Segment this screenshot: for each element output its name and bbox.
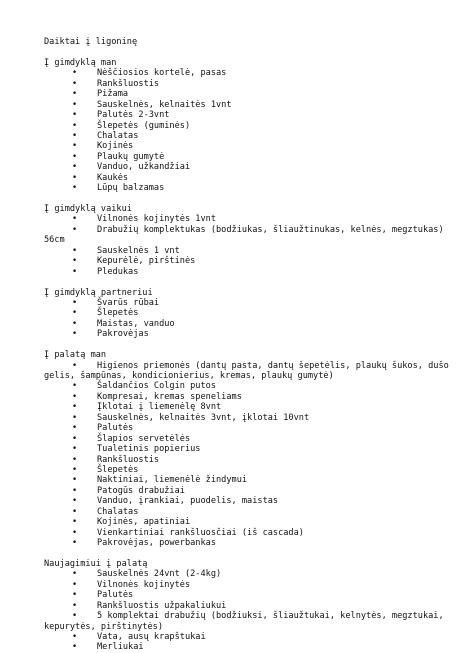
- section-heading: Naujagimiui į palatą: [44, 558, 148, 569]
- list-item: [0, 434, 474, 444]
- bullet-icon: •: [72, 485, 78, 496]
- bullet-icon: •: [72, 496, 78, 507]
- bullet-icon: •: [72, 78, 78, 89]
- list-item-text: Įklotai į liemenėlę 8vnt: [97, 402, 222, 413]
- blank-line: [0, 340, 474, 350]
- list-item: [0, 89, 474, 99]
- list-item-text: Šaldančios Colgin putos: [97, 381, 216, 392]
- list-item-text: Naktiniai, liemenėlė žindymui: [97, 475, 248, 486]
- bullet-icon: •: [72, 433, 78, 444]
- list-item: [0, 225, 474, 235]
- bullet-icon: •: [72, 402, 78, 413]
- list-item: [0, 256, 474, 266]
- bullet-icon: •: [72, 444, 78, 455]
- list-item: [0, 486, 474, 496]
- list-item-continuation: gelis, šampūnas, kondicionierius, kremas, plaukų gumytė): [44, 371, 334, 381]
- list-item-text: Pakrovėjas, powerbankas: [97, 538, 216, 548]
- bullet-icon: •: [72, 423, 78, 434]
- list-item-continuation: kepurytės, pirštinytės): [44, 621, 163, 632]
- list-item: [0, 475, 474, 485]
- bullet-icon: •: [72, 318, 78, 329]
- list-item-text: Pižama: [97, 89, 129, 100]
- list-item-text: Rankšluostis: [97, 78, 160, 89]
- list-item: [0, 413, 474, 423]
- bullet-icon: •: [72, 224, 78, 235]
- list-item: [0, 329, 474, 339]
- list-item: [0, 152, 474, 162]
- list-item-continuation: 56cm: [44, 235, 65, 246]
- list-item: [0, 402, 474, 412]
- list-item: [0, 173, 474, 183]
- bullet-icon: •: [72, 475, 78, 486]
- list-item: [0, 381, 474, 391]
- bullet-icon: •: [72, 360, 78, 371]
- list-item: [0, 298, 474, 308]
- list-item-text: Pledukas: [97, 266, 139, 277]
- list-item-text: Palutės 2-3vnt: [97, 110, 170, 121]
- bullet-icon: •: [72, 527, 78, 538]
- list-item: [0, 246, 474, 256]
- list-item: [0, 423, 474, 433]
- list-item-text: Vilnonės kojinytės 1vnt: [97, 214, 216, 225]
- list-item: [0, 162, 474, 172]
- list-item-text: Palutės: [97, 423, 134, 434]
- bullet-icon: •: [72, 329, 78, 340]
- bullet-icon: •: [72, 183, 78, 194]
- list-item: [0, 455, 474, 465]
- list-item-text: Plaukų gumytė: [97, 151, 165, 162]
- bullet-icon: •: [72, 130, 78, 141]
- list-item: [0, 601, 474, 611]
- list-item-text: Švarūs rūbai: [97, 297, 160, 308]
- list-item: [0, 392, 474, 402]
- list-item-text: Vanduo, įrankiai, puodelis, maistas: [97, 496, 279, 507]
- list-item-text: Šlepetės: [97, 308, 139, 319]
- list-item-text: Kepurėlė, pirštinės: [97, 256, 196, 267]
- bullet-icon: •: [72, 89, 78, 100]
- bullet-icon: •: [72, 68, 78, 79]
- list-item-text: Patogūs drabužiai: [97, 485, 185, 496]
- bullet-icon: •: [72, 245, 78, 256]
- bullet-icon: •: [72, 579, 78, 590]
- list-item: [0, 642, 474, 652]
- list-item-text: Rankšluostis užpakaliukui: [97, 600, 227, 611]
- bullet-icon: •: [72, 517, 78, 528]
- list-item-text: Merliukai: [97, 642, 144, 653]
- list-item: [0, 580, 474, 590]
- list-item-text: Chalatas: [97, 506, 139, 517]
- bullet-icon: •: [72, 391, 78, 402]
- list-item: [0, 569, 474, 579]
- list-item: [0, 79, 474, 89]
- list-item-text: Šlapios servetėlės: [97, 433, 191, 444]
- section-heading: Į gimdyklą vaikui: [44, 204, 132, 214]
- bullet-icon: •: [72, 506, 78, 517]
- bullet-icon: •: [72, 600, 78, 611]
- list-item-text: Drabužių komplektukas (bodžiukas, šliaužtinukas, kelnės, megztukas): [97, 224, 444, 235]
- list-item: [0, 308, 474, 318]
- list-item-text: Šlepetės (guminės): [97, 120, 191, 131]
- list-item-text: Sauskelnės, kelnaitės 3vnt, įklotai 10vnt: [97, 412, 310, 423]
- list-item-text: Kompresai, kremas speneliams: [97, 391, 242, 402]
- list-item: [0, 507, 474, 517]
- bullet-icon: •: [72, 308, 78, 319]
- list-item: [0, 632, 474, 642]
- list-item: [0, 528, 474, 538]
- list-item: [0, 538, 474, 548]
- list-item: [0, 319, 474, 329]
- bullet-icon: •: [72, 297, 78, 308]
- bullet-icon: •: [72, 538, 78, 548]
- section-heading: Į gimdyklą man: [44, 57, 117, 68]
- bullet-icon: •: [72, 412, 78, 423]
- bullet-icon: •: [72, 642, 78, 653]
- section-heading: Į palatą man: [44, 350, 107, 361]
- bullet-icon: •: [72, 454, 78, 465]
- bullet-icon: •: [72, 266, 78, 277]
- bullet-icon: •: [72, 141, 78, 152]
- document-title: Daiktai į ligoninę: [44, 37, 138, 47]
- list-item-text: Lūpų balzamas: [97, 183, 165, 194]
- list-item: [0, 214, 474, 224]
- bullet-icon: •: [72, 464, 78, 475]
- bullet-icon: •: [72, 569, 78, 580]
- list-item: [0, 590, 474, 600]
- list-item-text: Vata, ausų krapštukai: [97, 631, 206, 642]
- bullet-icon: •: [72, 151, 78, 162]
- list-item: [0, 267, 474, 277]
- list-item-text: Sauskelnės 1 vnt: [97, 245, 180, 256]
- list-item: [0, 141, 474, 151]
- list-item-text: Nėščiosios kortelė, pasas: [97, 68, 227, 79]
- list-item-text: Maistas, vanduo: [97, 318, 175, 329]
- list-item-text: Kojinės, apatiniai: [97, 517, 191, 528]
- blank-line: [0, 277, 474, 287]
- list-item: [0, 110, 474, 120]
- list-item: [0, 496, 474, 506]
- blank-line: [0, 548, 474, 558]
- list-item: [0, 361, 474, 371]
- list-item-text: Higienos priemonės (dantų pasta, dantų šepetėlis, plaukų šukos, dušo: [97, 360, 449, 371]
- list-item-text: 5 komplektai drabužių (bodžiuksi, šliaužtukai, kelnytės, megztukai,: [97, 611, 444, 622]
- blank-line: [0, 47, 474, 57]
- bullet-icon: •: [72, 99, 78, 110]
- list-item: [0, 183, 474, 193]
- list-item-text: Vilnonės kojinytės: [97, 579, 191, 590]
- list-item: [0, 68, 474, 78]
- list-item-text: Vienkartiniai rankšluosčiai (iš cascada): [97, 527, 304, 538]
- bullet-icon: •: [72, 590, 78, 601]
- list-item-text: Kaukės: [97, 172, 129, 183]
- list-item-text: Kojinės: [97, 141, 134, 152]
- list-item-text: Pakrovėjas: [97, 329, 149, 340]
- list-item-text: Vanduo, užkandžiai: [97, 162, 191, 173]
- bullet-icon: •: [72, 214, 78, 225]
- bullet-icon: •: [72, 381, 78, 392]
- list-item-text: Palutės: [97, 590, 134, 601]
- bullet-icon: •: [72, 611, 78, 622]
- list-item-text: Rankšluostis: [97, 454, 160, 465]
- list-item: [0, 517, 474, 527]
- blank-line: [0, 194, 474, 204]
- list-item-text: Tualetinis popierius: [97, 444, 201, 455]
- list-item: [0, 131, 474, 141]
- list-item: [0, 100, 474, 110]
- list-item-text: Chalatas: [97, 130, 139, 141]
- bullet-icon: •: [72, 110, 78, 121]
- list-item: [0, 465, 474, 475]
- bullet-icon: •: [72, 256, 78, 267]
- bullet-icon: •: [72, 162, 78, 173]
- list-item: [0, 444, 474, 454]
- list-item: [0, 121, 474, 131]
- document-page: [0, 37, 474, 653]
- list-item: [0, 611, 474, 621]
- list-item-text: Sauskelnės 24vnt (2-4kg): [97, 569, 222, 580]
- section-heading: Į gimdyklą partneriui: [44, 287, 153, 298]
- list-item-text: Sauskelnės, kelnaitės 1vnt: [97, 99, 232, 110]
- bullet-icon: •: [72, 172, 78, 183]
- bullet-icon: •: [72, 120, 78, 131]
- bullet-icon: •: [72, 631, 78, 642]
- list-item-text: Šlepetės: [97, 464, 139, 475]
